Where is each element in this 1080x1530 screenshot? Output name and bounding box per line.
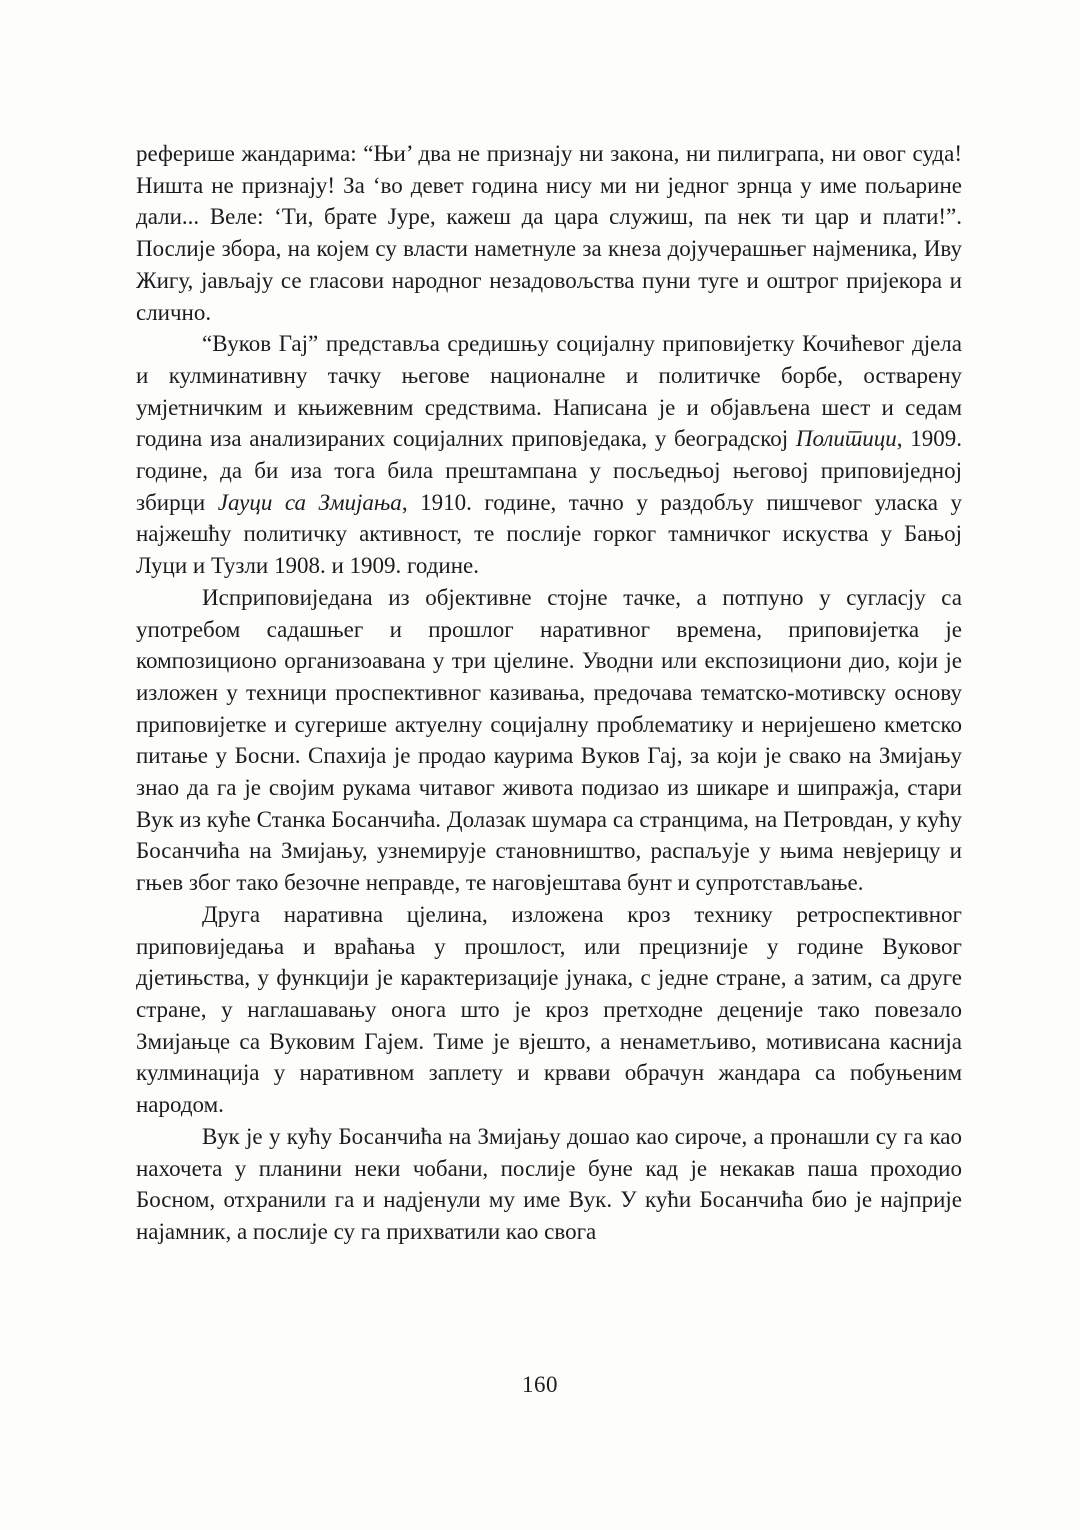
text-run: Исприповиједана из објективне стојне тачке, а потпуно у сугласју са употребом садашњег и прошлог наративног времена, приповијетка је композиционо организоавана у три цјелине. Уводни или експозициони дио, који је изложен у техници проспективног казивања, предочава тематско-мотивску основу приповијетке и сугерише актуелну социјалну проблематику и неријешено кметско питање у Босни. Спахија је продао каурима Вуков Гај, за који је свако на Змијању знао да га је својим рукама читавог живота подизао из шикаре и шипражја, стари Вук из куће Станка Босанчића. Долазак шумара са странцима, на Петровдан, у кућу Босанчића на Змијању, узнемирује становништво, распаљује у њима невјерицу и гњев због тако безочне неправде, те наговјештава бунт и супротстављање. (136, 584, 962, 896)
text-run: Вук је у кућу Босанчића на Змијању дошао као сироче, а пронашли су га као нахочета у планини неки чобани, послије буне кад је некакав паша проходио Босном, отхранили га и надјенули му име Вук. У кући Босанчића био је најприје најамник, а послије су га прихватили као свога (136, 1123, 962, 1244)
page-number: 160 (522, 1372, 558, 1397)
text-run: Друга наративна цјелина, изложена кроз технику ретроспективног приповиједања и враћања у прошлост, или прецизније у године Вуковог дјетињства, у функцији је карактеризације јунака, с једне стране, а затим, са друге стране, у наглашавању онога што је кроз претходне деценије тако повезало Змијањце са Вуковим Гајем. Тиме је вјешто, а ненаметљиво, мотивисана каснија кулминација у наративном заплету и крвави обрачун жандара са побуњеним народом. (136, 901, 962, 1118)
paragraph-composition (136, 582, 962, 899)
text-run: , 1909. године, да би иза тога била прештампана у посљедњој његовој приповиједној збирци (136, 426, 962, 515)
text-run-italic-title: Политици (795, 426, 897, 452)
body-text (136, 138, 962, 1248)
text-run: , 1910. године, тачно у раздобљу пишчевог уласка у најжешћу политичку активност, те послије горког тамничког искуства у Бањој Луци и Тузли 1908. и 1909. године. (136, 489, 963, 579)
text-run: “Вуков Гај” представља средишњу социјалну приповијетку Кочићевог дјела и кулминативну тачку његове националне и политичке борбе, остварену умјетничким и књижевним средствима. Написана је и објављена шест и седам година иза анализираних социјалних приповједака, у београдској (136, 331, 962, 452)
paragraph-vuk-orphan (136, 1121, 962, 1248)
paragraph-vukov-gaj (136, 328, 962, 582)
text-run-italic-title: Јауци са Змијања (217, 489, 402, 515)
text-run: реферише жандарима: “Њи’ два не признају ни закона, ни пилиграпа, ни овог суда! Ништа не признају! За ‘во девет година нису ми ни једног зрнца у име пољарине дали... Веле: ‘Ти, брате Јуре, кажеш да цара служиш, па нек ти цар и плати!”. Послије збора, на којем су власти наметнуле за кнеза дојучерашњег најменика, Иву Жигу, јављају се гласови народног незадовољства пуни туге и оштрог пријекора и слично. (136, 141, 962, 325)
paragraph-continuation (136, 138, 962, 328)
paragraph-second-unit (136, 899, 962, 1121)
